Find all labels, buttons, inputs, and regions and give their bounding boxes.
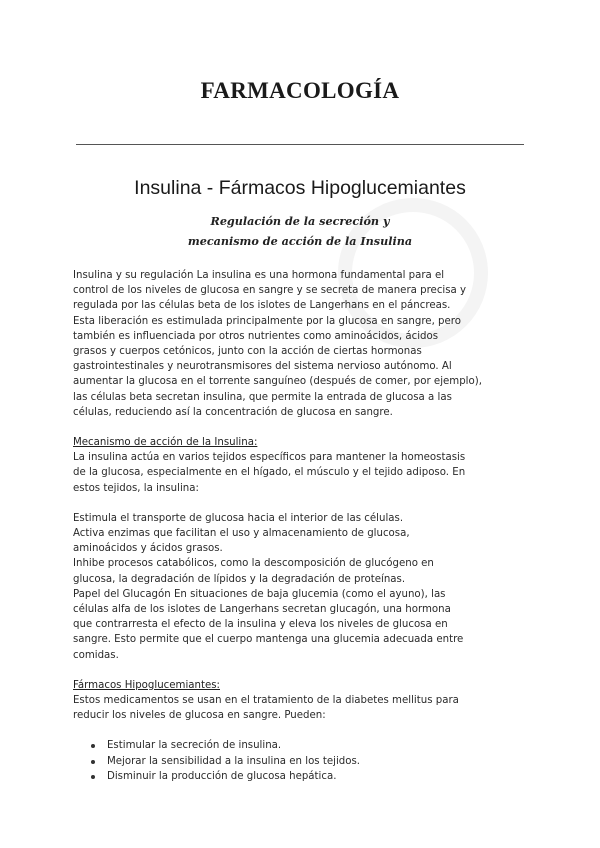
title-divider [76, 144, 524, 145]
text-line: grasos y cuerpos cetónicos, junto con la acción de ciertas hormonas [73, 346, 422, 358]
mechanism-section [73, 435, 531, 663]
text-line: células, reduciendo así la concentración de glucosa en sangre. [73, 406, 393, 418]
text-line: regulada por las células beta de los islotes de Langerhans en el páncreas. [73, 300, 451, 312]
paragraph-gap [73, 420, 531, 435]
hypoglycemics-bullet-list [73, 738, 531, 784]
list-item-text: Mejorar la sensibilidad a la insulina en los tejidos. [107, 755, 361, 767]
list-item-text: Disminuir la producción de glucosa hepática. [107, 770, 337, 782]
list-item [73, 738, 531, 753]
text-line: sangre. Esto permite que el cuerpo mantenga una glucemia adecuada entre [73, 634, 464, 646]
text-line: aminoácidos y ácidos grasos. [73, 543, 223, 555]
document-body [73, 268, 531, 784]
text-line: comidas. [73, 649, 119, 661]
text-line: células alfa de los islotes de Langerhans secretan glucagón, una hormona [73, 604, 451, 616]
paragraph-gap [73, 496, 531, 511]
paragraph-gap [73, 723, 531, 738]
intro-paragraph [73, 268, 531, 420]
text-line: aumentar la glucosa en el torrente sanguíneo (después de comer, por ejemplo), [73, 376, 482, 388]
text-line: Inhibe procesos catabólicos, como la descomposición de glucógeno en [73, 558, 434, 570]
text-line: Activa enzimas que facilitan el uso y almacenamiento de glucosa, [73, 528, 410, 540]
mechanism-heading: Mecanismo de acción de la Insulina: [73, 437, 258, 449]
text-line: también es influenciada por otros nutrientes como aminoácidos, ácidos [73, 330, 439, 342]
bullet-dot-icon [91, 760, 95, 764]
hypoglycemics-heading: Fármacos Hipoglucemiantes: [73, 679, 220, 691]
text-line: que contrarresta el efecto de la insulina y eleva los niveles de glucosa en [73, 619, 448, 631]
bullet-dot-icon [91, 775, 95, 779]
section-heading-line-1: Regulación de la secreción y [210, 214, 390, 228]
text-line: glucosa, la degradación de lípidos y la degradación de proteínas. [73, 573, 406, 585]
text-line: La insulina actúa en varios tejidos específicos para mantener la homeostasis [73, 452, 466, 464]
list-item-text: Estimular la secreción de insulina. [107, 740, 282, 752]
text-line: de la glucosa, especialmente en el hígado, el músculo y el tejido adiposo. En [73, 467, 466, 479]
text-line: control de los niveles de glucosa en sangre y se secreta de manera precisa y [73, 285, 467, 297]
text-line: las células beta secretan insulina, que permite la entrada de glucosa a las [73, 391, 452, 403]
bullet-dot-icon [91, 744, 95, 748]
text-line: Papel del Glucagón En situaciones de baja glucemia (como el ayuno), las [73, 588, 446, 600]
text-line: estos tejidos, la insulina: [73, 482, 199, 494]
text-line: gastrointestinales y neurotransmisores del sistema nervioso autónomo. Al [73, 361, 452, 373]
text-line: Estos medicamentos se usan en el tratamiento de la diabetes mellitus para [73, 695, 459, 707]
text-line: Estimula el transporte de glucosa hacia el interior de las células. [73, 512, 404, 524]
text-line: Esta liberación es estimulada principalmente por la glucosa en sangre, pero [73, 315, 461, 327]
list-item [73, 754, 531, 769]
paragraph-gap [73, 663, 531, 678]
document-subtitle: Insulina - Fármacos Hipoglucemiantes [134, 177, 466, 199]
section-heading-line-2: mecanismo de acción de la Insulina [187, 234, 413, 248]
document-title: FARMACOLOGÍA [200, 78, 400, 103]
list-item [73, 769, 531, 784]
text-line: reducir los niveles de glucosa en sangre. Pueden: [73, 710, 326, 722]
hypoglycemics-section [73, 678, 531, 784]
text-line: Insulina y su regulación La insulina es una hormona fundamental para el [73, 270, 445, 281]
